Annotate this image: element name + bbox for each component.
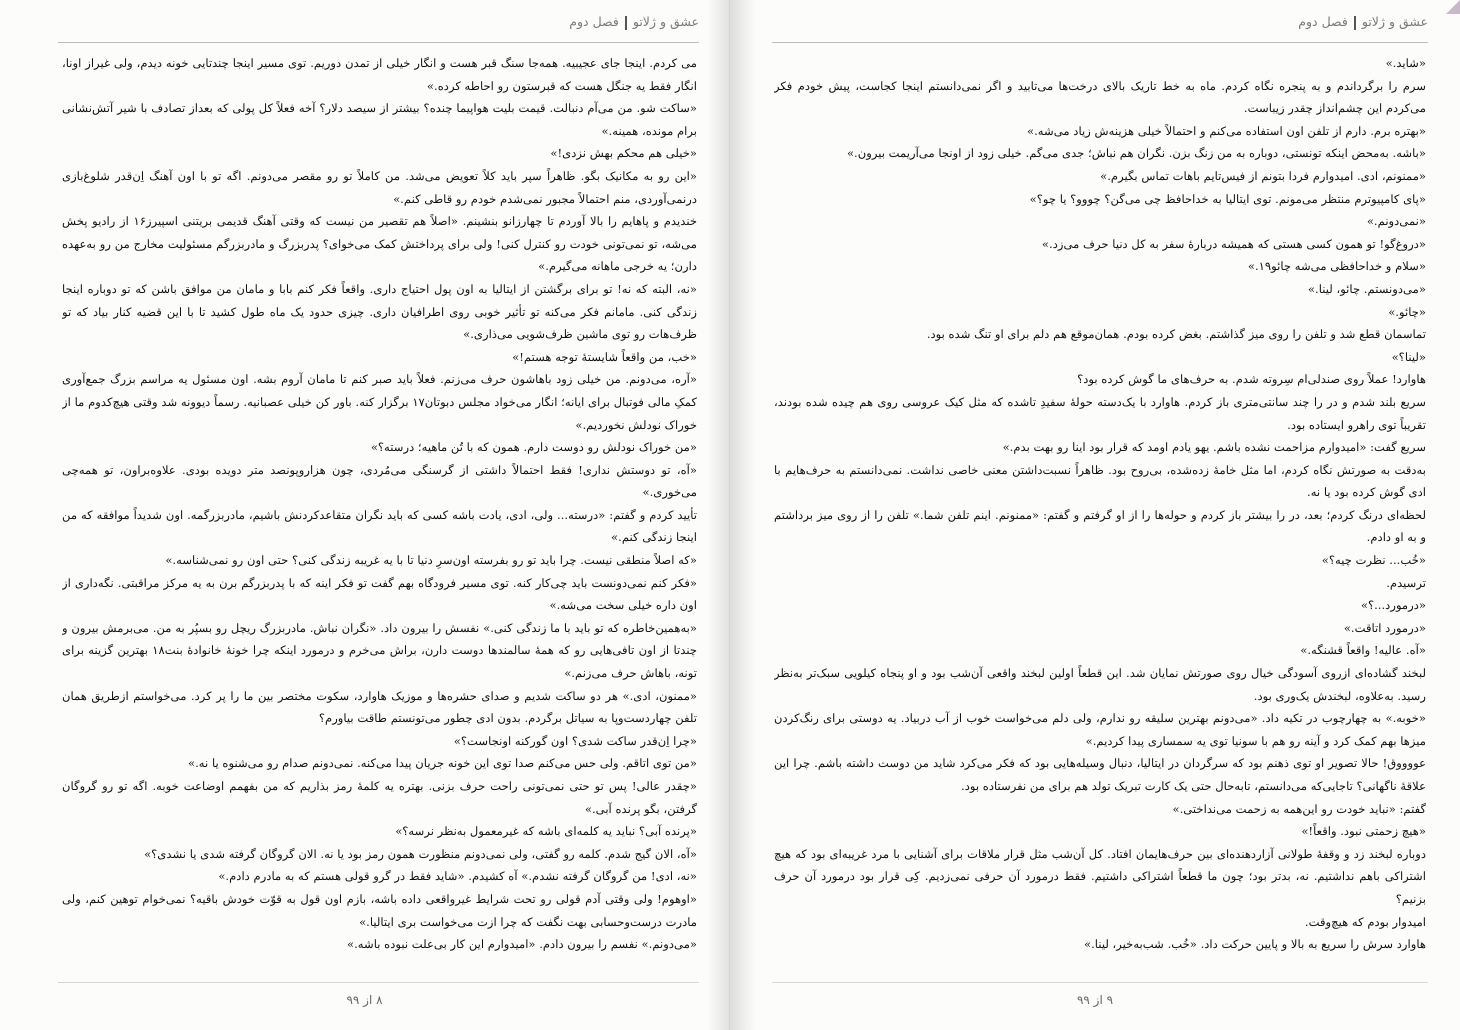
paragraph: «سلام و خداحافظی می‌شه چائو۱۹.» — [1247, 259, 1426, 274]
book-title: عشق و ژلاتو — [1361, 14, 1428, 29]
paragraph: «درمورد...؟» — [1360, 598, 1426, 613]
paragraph: «آه. عالیه! واقعاً قشنگه.» — [1300, 643, 1426, 658]
page-number: ۸ از ۹۹ — [346, 993, 383, 1007]
paragraph: «می‌دونم.» نفسم را بیرون دادم. «امیدوارم این کار بی‌علت نبوده باشه.» — [347, 937, 697, 952]
paragraph: «خوبه.» به چهارچوب در تکیه داد. «می‌دونم بهترین سلیقه رو ندارم، ولی دلم می‌خواست خوب از آب دربیاد. یه دوستی برای رنگ‌کردن میزها بهم کمک کرد و آینه رو هم با سونیا توی یه سمساری پیدا کردیم.» — [774, 711, 1426, 748]
paragraph: لبخند گشاده‌ای ازروی آسودگی خیال روی صورتش نمایان شد. این قطعاً اولین لبخند واقعی آن‌شب بود و او پنجاه کیلویی سبک‌تر به‌نظر رسید. به‌علاوه، لبخندش یک‌وری بود. — [774, 666, 1426, 703]
paragraph: «چائو.» — [1388, 304, 1426, 319]
paragraph: «هیچ زحمتی نبود. واقعاً!» — [1301, 824, 1426, 839]
paragraph: ترسیدم. — [1386, 575, 1426, 590]
paragraph: «اوهوم! ولی وقتی آدم قولی رو تحت شرایط غیرواقعی داده باشه، بازم اون قول به قوّت خودش باقیه؟ نمی‌خوام توهین کنم، ولی مادرت درست‌وحسابی بهت نگفت که چرا ازت می‌خواست بری ایتالیا.» — [62, 891, 697, 929]
paragraph: «ساکت شو. من می‌آم دنبالت. قیمت بلیت هواپیما چنده؟ بیشتر از سیصد دلار؟ آخه فعلاً کل پولی که بعداز تصادف با شیر آتش‌نشانی برام مونده، همینه.» — [62, 101, 697, 138]
paragraph: «این رو به مکانیک بگو. ظاهراً سپر باید کلاً تعویض می‌شد. من کاملاً تو رو مقصر می‌دونم. اگه تو با اون آهنگ اِن‌قدر شلوغ‌بازی درنمی‌آوردی، منم احتمالاً مجبور نمی‌شدم خودم رو قاطی کنم.» — [62, 168, 697, 206]
book-title: عشق و ژلاتو — [632, 14, 699, 29]
paragraph: هاوارد سرش را سریع به بالا و پایین حرکت داد. «خُب. شب‌به‌خیر، لینا.» — [1084, 937, 1426, 952]
paragraph: «می‌دونستم. چائو، لینا.» — [1307, 281, 1426, 296]
footer-rule — [772, 982, 1428, 983]
paragraph: «لینا؟» — [1391, 349, 1426, 364]
paragraph: می کردم. اینجا جای عجیبیه. همه‌جا سنگ قبر هست و انگار خیلی از تمدن دوریم. توی مسیر اینجا چندتایی خونه دیدم، ولی غیراز اونا، انگار فقط یه جنگل هست که قبرستون رو احاطه کرده.» — [62, 56, 697, 93]
header-rule — [772, 42, 1428, 43]
paragraph: لحظه‌ای درنگ کردم؛ بعد، در را بیشتر باز کردم و حوله‌ها را از او گرفتم و گفتم: «ممنونم. اینم تلفن شما.» تلفن را از روی میز برداشتم و به او دادم. — [774, 507, 1426, 545]
paragraph: «آه، تو دوستش نداری! فقط احتمالاً داشتی از گرسنگی می‌مُردی، چون هزاروپونصد متر دویده بودی. علاوه‌براون، تو همه‌چی می‌خوری.» — [62, 462, 697, 500]
paragraph: «خب، من واقعاً شایستهٔ توجه هستم!» — [512, 349, 697, 364]
paragraph: «شاید.» — [1385, 56, 1426, 70]
page-body — [774, 52, 1426, 962]
chapter-title: فصل دوم — [569, 14, 619, 29]
header-separator — [1354, 16, 1356, 30]
running-header — [772, 14, 1428, 40]
paragraph: «دروغ‌گو! تو همون کسی هستی که همیشه دربارهٔ سفر به کل دنیا حرف می‌زد.» — [1041, 236, 1426, 251]
paragraph: «نمی‌دونم.» — [1366, 214, 1426, 229]
footer-rule — [58, 982, 699, 983]
paragraph: «نه، البته که نه! تو برای برگشتن از ایتالیا به اون پول احتیاج داری. واقعاً فکر کنم بابا و مامان من موافق باشن که تو دوباره اینجا زندگی کنی. مامانم فکر می‌کنه تو تأثیر خوبی روی اطرافیان داری. چیزی حدود یک ماه طول کشید تا با این قضیه کنار بیاد که تو ظرف‌هات رو توی ماشین ظرف‌شویی می‌ذاری.» — [62, 281, 697, 342]
header-rule — [58, 42, 699, 43]
paragraph: «ممنون، ادی.» هر دو ساکت شدیم و صدای حشره‌ها و موزیک هاوارد، سکوت مختصر بین ما را پر کرد. می‌خواستم ازطریق همان تلفن چهاردست‌وپا به سیاتل برگردم. بدون ادی چطور می‌تونستم طاقت بیاورم؟ — [62, 688, 697, 726]
paragraph: سرم را برگرداندم و به پنجره نگاه کردم. ماه به خط تاریک بالای درخت‌ها می‌تابید و اگر نمی‌دانستم اینجا کجاست، پیش خودم فکر می‌کردم این چشم‌انداز چقدر زیباست. — [774, 78, 1426, 116]
paragraph: دوباره لبخند زد و وقفهٔ طولانی آزاردهنده‌ای بین حرف‌هایمان افتاد. کل آن‌شب مثل قرار ملاقات برای آشنایی با مرد غریبه‌ای بود که هیچ اشتراکی باهم نداشتیم. نه، بدتر بود؛ چون ما قطعاً اشتراکی داشتیم. فقط درمورد آن حرفی نمی‌زدیم. کِی قرار بود درمورد آن حرف بزنیم؟ — [774, 846, 1426, 906]
paragraph: خندیدم و پاهایم را بالا آوردم تا چهارزانو بنشینم. «اصلاً هم تقصیر من نیست که وقتی آهنگ قدیمی بریتنی اسپیرز۱۶ از رادیو پخش می‌شه، تو نمی‌تونی خودت رو کنترل کنی! ولی برای پرداختش کمک می‌خوای؟ پدربزرگ و مادربزرگم مسئولیت مخارج من رو به‌عهده دارن؛ یه خرجی ماهانه می‌گیرم.» — [62, 214, 697, 274]
paragraph: «فکر کنم نمی‌دونست باید چی‌کار کنه. توی مسیر فرودگاه بهم گفت تو فکر اینه که با پدربزرگم برن به یه مرکز مراقبتی. نگه‌داری از اون داره خیلی سخت می‌شه.» — [62, 575, 697, 613]
paragraph: «خُب... نظرت چیه؟» — [1321, 553, 1426, 568]
paragraph: «پرنده آبی؟ نباید یه کلمه‌ای باشه که غیرمعمول به‌نظر نرسه؟» — [395, 824, 697, 839]
paragraph: گفتم: «نباید خودت رو این‌همه به زحمت می‌نداختی.» — [1172, 801, 1426, 816]
paragraph: «درمورد اتاقت.» — [1343, 620, 1426, 635]
paragraph: «نه، ادی! من گروگان گرفته نشدم.» آه کشیدم. «شاید فقط در گرو قولی هستم که به مادرم دادم.» — [218, 869, 697, 884]
paragraph: سریع گفت: «امیدوارم مزاحمت نشده باشم. یهو یادم اومد که قرار بود اینا رو بهت بدم.» — [1002, 440, 1426, 455]
paragraph: «آره، می‌دونم. من خیلی زود باهاشون حرف می‌زنم. فعلاً باید صبر کنم تا مامان آروم بشه. اون مسئول یه مراسم بزرگ جمع‌آوری کمکِ مالی فوتبال برای ایانه؛ انگار می‌خواد مجلس دبوتان۱۷ برگزار کنه. باور کن خیلی عصبانیه. رسماً دیوونه شد وقتی هیچ‌کدوم ما از خوراک نودلش نخوردیم.» — [62, 372, 697, 432]
paragraph: «من توی اتاقم. ولی حس می‌کنم صدا توی این خونه جریان پیدا می‌کنه. نمی‌دونم صدام رو می‌شنوه یا نه.» — [188, 756, 697, 771]
paragraph: تأیید کردم و گفتم: «درسته... ولی، ادی، یادت باشه کسی که باید نگران متقاعدکردنش باشیم، مادربزرگمه. اون شدیداً موافقه که من اینجا زندگی کنم.» — [62, 507, 697, 545]
paragraph: «پای کامپیوترم منتظر می‌مونم. توی ایتالیا به خداحافظ چی می‌گن؟ چووو؟ یا چو؟» — [1029, 191, 1426, 206]
page-number: ۹ از ۹۹ — [1076, 993, 1114, 1007]
paragraph: هاوارد! عملاً روی صندلی‌ام سِروته شدم. به حرف‌های ما گوش کرده بود؟ — [1077, 372, 1426, 387]
paragraph: سریع بلند شدم و در را چند سانتی‌متری باز کردم. هاوارد با یک‌دسته حولهٔ سفیدِ تاشده که مثل کیک عروسی روی هم چیده شده بودند، تقریباً توی راهرو ایستاده بود. — [774, 394, 1426, 432]
paragraph: عووووق! حالا تصویر او توی ذهنم بود که سرگردان در ایتالیا، دنبال وسیله‌هایی بود که فکر می‌کرد شاید من دوست داشته باشم. چرا این علاقهٔ ناگهانی؟ تاجایی‌که می‌دانستم، تابه‌حال حتی یک کارت تبریک تولد هم برای من نفرستاده بود. — [774, 756, 1426, 793]
paragraph: «بهتره برم. دارم از تلفن اون استفاده می‌کنم و احتمالاً خیلی هزینه‌ش زیاد می‌شه.» — [1027, 123, 1426, 138]
paragraph: تماسمان قطع شد و تلفن را روی میز گذاشتم. بغض کرده بودم. همان‌موقع هم دلم برای او تنگ شده بود. — [926, 327, 1426, 342]
chapter-title: فصل دوم — [1298, 14, 1348, 29]
paragraph: امیدوار بودم که هیچ‌وقت. — [1304, 914, 1426, 929]
paragraph: «باشه. به‌محض اینکه تونستی، دوباره به من زنگ بزن. نگران هم نباش؛ جدی می‌گم. خیلی زود از اونجا می‌آریمت بیرون.» — [846, 146, 1426, 161]
paragraph: «که اصلاً منطقی نیست. چرا باید تو رو بفرسته اون‌سرِ دنیا تا با یه غریبه زندگی کنی؟ حتی اون رو نمی‌شناسه.» — [165, 553, 697, 568]
paragraph: «آه، الان گیج شدم. کلمه رو گفتی، ولی نمی‌دونم منظورت همون رمز بود یا نه. الان گروگان گرفته شدی یا نشدی؟» — [144, 846, 697, 861]
paragraph: «من خوراک نودلش رو دوست دارم. همون که با تُن ماهیه؛ درسته؟» — [370, 440, 697, 455]
paragraph: «چقدر عالی! پس تو حتی نمی‌تونی راحت حرف بزنی. بهتره یه کلمهٔ رمز بذاریم که من بفهمم اوضاعت خوبه. اگه تو رو گروگان گرفتن، بگو پرنده آبی.» — [62, 779, 697, 816]
paragraph: «ممنونم، ادی. امیدوارم فردا بتونم از فیس‌تایم باهات تماس بگیرم.» — [1100, 168, 1426, 183]
paragraph: «به‌همین‌خاطره که تو باید با ما زندگی کنی.» نفسش را بیرون داد. «نگران نباش. مادربزرگ ریچل رو بسپُر به من. می‌برمش بیرون و چندتا از اون تافی‌هایی رو که همهٔ سالمندها دوست دارن، براش می‌خرم و درمورد اینکه چرا خونهٔ خانوادهٔ بنت۱۸ بهترین گزینه برای تونه، باهاش حرف می‌زنم.» — [62, 620, 697, 681]
page-body — [62, 52, 697, 962]
paragraph: «خیلی هم محکم بهش نزدی!» — [550, 146, 697, 161]
header-separator — [625, 16, 627, 30]
running-header — [58, 14, 699, 40]
right-page — [730, 0, 1460, 1030]
paragraph: «چرا اِن‌قدر ساکت شدی؟ اون گورکنه اونجاست؟» — [453, 733, 697, 748]
corner-mark — [1446, 0, 1460, 14]
paragraph: به‌دقت به صورتش نگاه کردم، اما مثل خامهٔ زده‌شده، بی‌روح بود. ظاهراً نسبت‌داشتن معنی خاصی نداشت. نمی‌دانستم به حرف‌هایم با ادی گوش کرده بود یا نه. — [774, 462, 1426, 500]
